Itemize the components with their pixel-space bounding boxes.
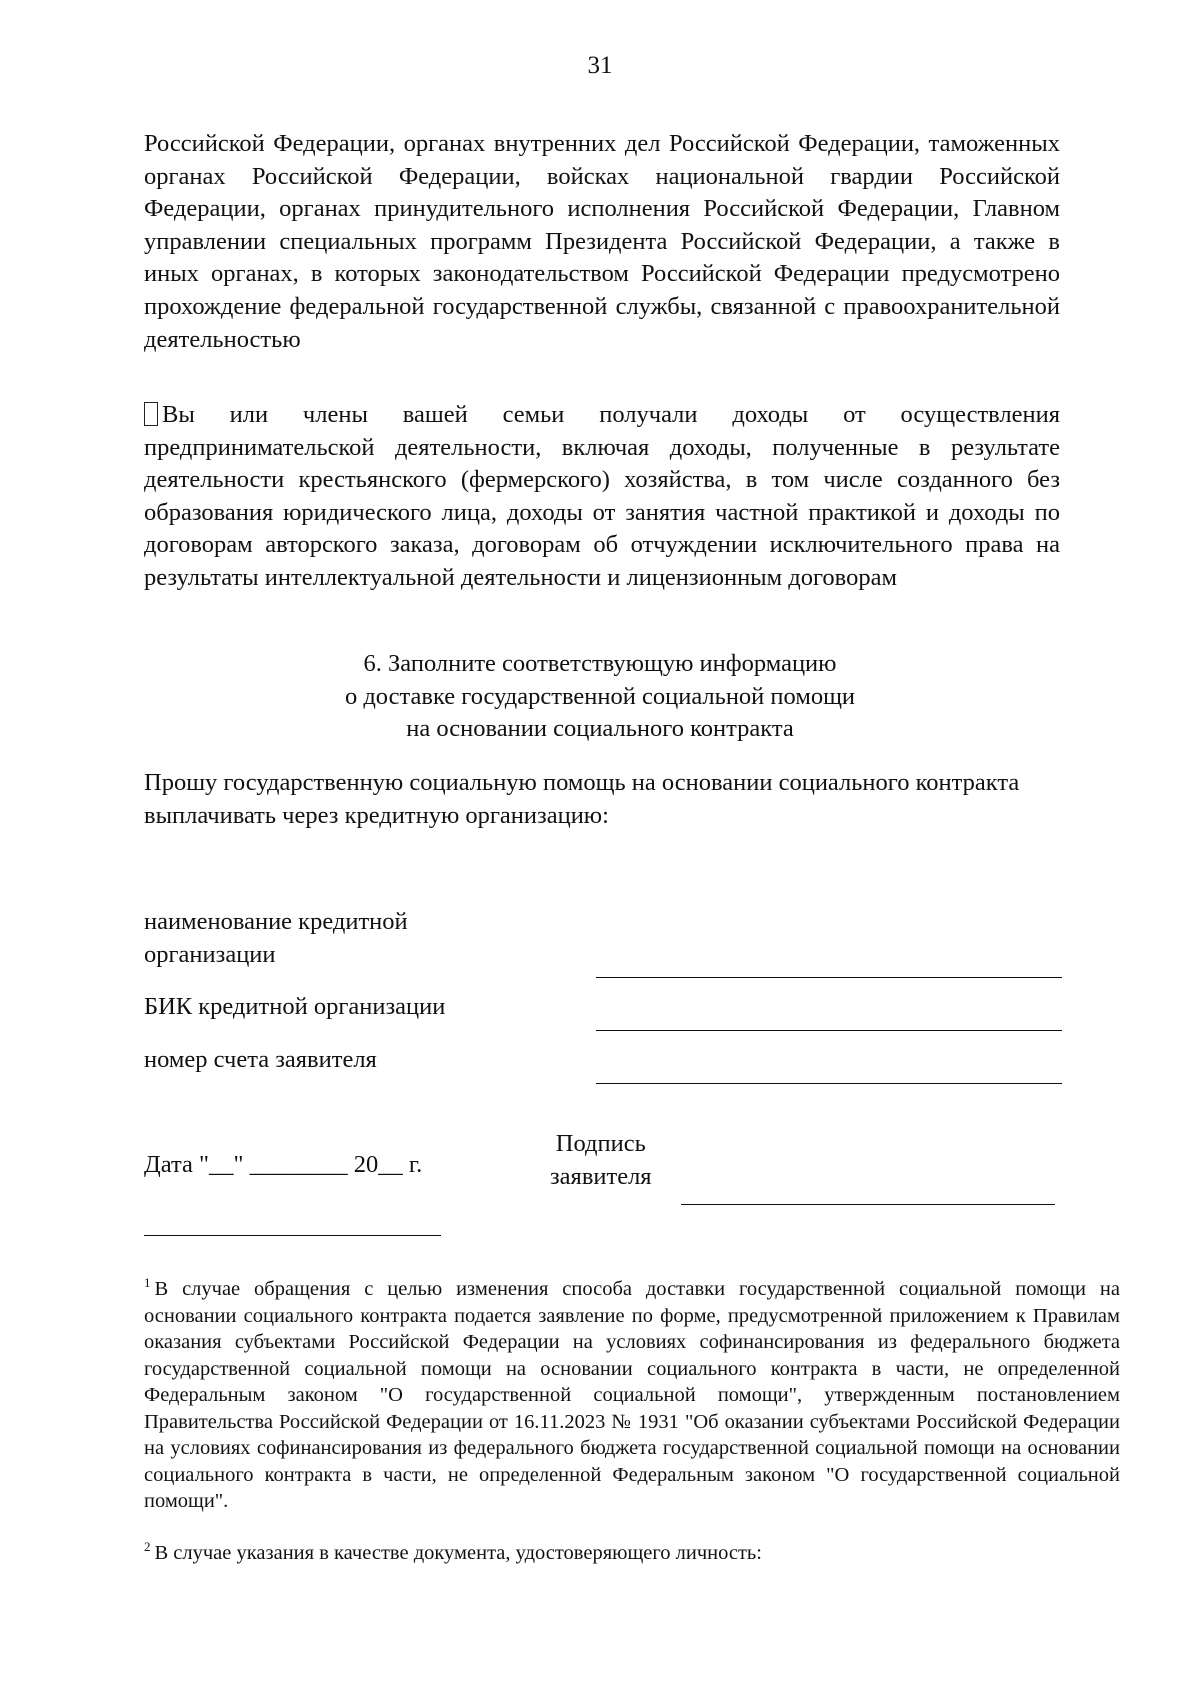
section-heading-line: на основании социального контракта — [406, 715, 794, 743]
page-number: 31 — [587, 52, 613, 79]
paragraph-business-income — [144, 399, 1060, 595]
bank-name-label-line: наименование кредитной — [144, 908, 408, 935]
bank-name-field[interactable] — [596, 977, 1062, 978]
footnote-mark: 2 — [144, 1539, 151, 1554]
account-field[interactable] — [596, 1083, 1062, 1084]
footnote-mark: 1 — [144, 1275, 151, 1290]
signature-label-line: заявителя — [550, 1162, 652, 1190]
request-text: Прошу государственную социальную помощь на основании социального контракта выплачивать через кредитную организацию: — [144, 769, 1020, 829]
signature-label — [550, 1128, 652, 1193]
bik-label: БИК кредитной организации — [144, 993, 446, 1020]
footnote-1 — [144, 1270, 1120, 1515]
date-field[interactable]: Дата "__" ________ 20__ г. — [144, 1151, 423, 1178]
account-label: номер счета заявителя — [144, 1046, 377, 1073]
section-heading-line: 6. Заполните соответствующую информацию — [363, 650, 837, 677]
bank-name-label-line: организации — [144, 940, 276, 968]
bik-field[interactable] — [596, 1030, 1062, 1031]
income-statement: Вы или члены вашей семьи получали доходы от осуществления предпринимательской деятельности, включая доходы, полученные в результате деятельности крестьянского (фермерского) хозяйства, в том числе созданного без образования юридического лица, доходы от занятия частной практикой и доходы по договорам авторского заказа, договорам об отчуждении исключительного права на результаты интеллектуальной деятельности и лицензионным договорам — [144, 401, 1060, 591]
section-heading-line: о доставке государственной социальной помощи — [344, 682, 856, 710]
footnote-text: В случае указания в качестве документа, удостоверяющего личность: — [154, 1542, 762, 1564]
signature-label-line: Подпись — [555, 1130, 646, 1157]
income-checkbox[interactable] — [144, 402, 158, 426]
footnote-text: В случае обращения с целью изменения способа доставки государственной социальной помощи на основании социального контракта подается заявление по форме, предусмотренной приложением к Правилам оказания субъектами Российской Федерации на условиях софинансирования из федерального бюджета государственной социальной помощи на основании социального контракта в части, не определенной Федеральным законом "О государственной социальной помощи", утвержденным постановлением Правительства Российской Федерации от 16.11.2023 № 1931 "Об оказании субъектами Российской Федерации на условиях софинансирования из федерального бюджета государственной социальной помощи на основании социального контракта в части, не определенной Федеральным законом "О государственной социальной помощи". — [144, 1278, 1120, 1512]
footnote-2 — [144, 1534, 1120, 1567]
paragraph-service-bodies: Российской Федерации, органах внутренних дел Российской Федерации, таможенных органах Российской Федерации, войсках национальной гвардии Российской Федерации, органах принудительного исполнения Российской Федерации, Главном управлении специальных программ Президента Российской Федерации, а также в иных органах, в которых законодательством Российской Федерации предусмотрено прохождение федеральной государственной службы, связанной с правоохранительной деятельностью — [144, 130, 1060, 353]
bank-name-label — [144, 906, 408, 971]
section-heading — [0, 648, 1200, 746]
signature-field[interactable] — [681, 1204, 1055, 1205]
footnote-separator — [144, 1235, 441, 1236]
